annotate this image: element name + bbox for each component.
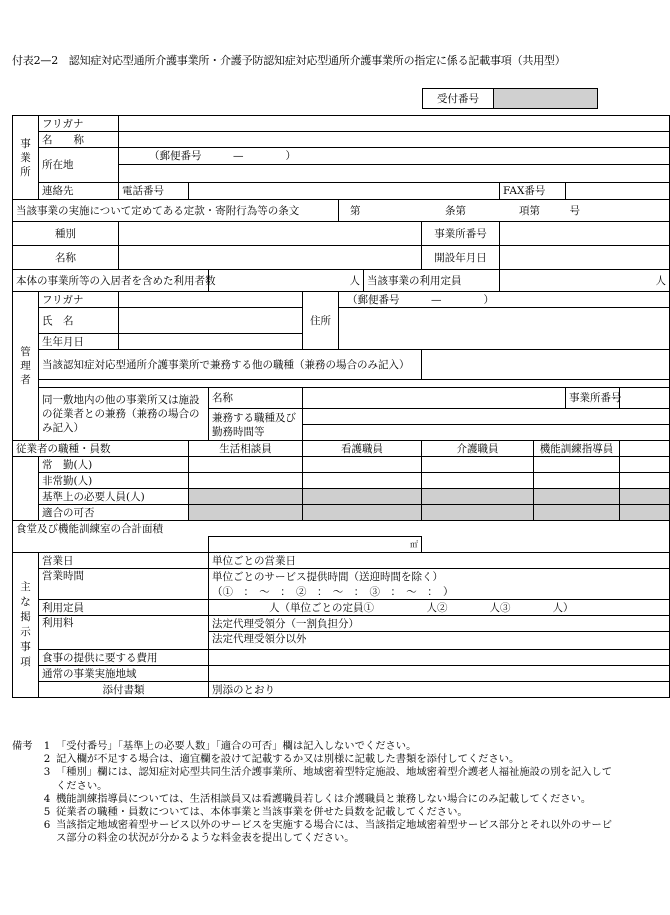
capacity-label: 当該事業の利用定員 bbox=[364, 270, 500, 292]
staff-side-blank bbox=[13, 457, 39, 521]
staff-cell-gray bbox=[303, 505, 422, 521]
site-office-no-label: 事業所番号 bbox=[566, 388, 620, 409]
staff-cell-gray bbox=[620, 489, 670, 505]
meal-fee-label: 食事の提供に要する費用 bbox=[39, 650, 209, 666]
site-name-label: 名称 bbox=[209, 388, 303, 409]
notes-heading: 備考 bbox=[12, 740, 33, 752]
business-hours-label: 営業時間 bbox=[39, 569, 209, 600]
jigyosho-fax-field[interactable] bbox=[566, 183, 670, 200]
kanrisha-name-label: 氏 名 bbox=[39, 308, 119, 334]
type-field[interactable] bbox=[119, 222, 422, 246]
kanrisha-address-field[interactable] bbox=[339, 308, 670, 350]
kanrisha-address-label: 住所 bbox=[303, 292, 339, 350]
same-site-label: 同一敷地内の他の事業所又は施設の従業者との兼務（兼務の場合のみ記入） bbox=[39, 388, 209, 441]
staff-col-2: 看護職員 bbox=[303, 441, 422, 457]
hours-unit-label: 単位ごとのサービス提供時間（送迎時間を除く） bbox=[209, 569, 670, 585]
reception-label: 受付番号 bbox=[423, 89, 494, 109]
staff-cell-gray bbox=[534, 489, 620, 505]
kanrisha-name-field[interactable] bbox=[119, 308, 303, 334]
staff-cell-gray bbox=[620, 505, 670, 521]
open-date-label: 開設年月日 bbox=[422, 246, 500, 270]
jigyosho-postal[interactable]: （郵便番号 — ） bbox=[119, 148, 670, 165]
staff-cell[interactable] bbox=[422, 457, 534, 473]
capacity-main-field[interactable]: 人（単位ごとの定員① 人② 人③ 人） bbox=[209, 600, 670, 616]
staff-cell-gray bbox=[189, 505, 303, 521]
service-area-field[interactable] bbox=[209, 666, 670, 682]
fee-2-field[interactable]: 法定代理受領分以外 bbox=[209, 632, 670, 650]
site-job-label: 兼務する職種及び勤務時間等 bbox=[209, 409, 303, 441]
staff-cell[interactable] bbox=[422, 473, 534, 489]
users-count-label: 本体の事業所等の入居者を含めた利用者数 bbox=[13, 270, 209, 292]
other-job-field[interactable] bbox=[422, 350, 670, 380]
open-date-field[interactable] bbox=[500, 246, 670, 270]
birth-field[interactable] bbox=[119, 334, 303, 350]
staff-row-compliance: 適合の可否 bbox=[39, 505, 189, 521]
jigyosho-furigana-label: フリガナ bbox=[39, 116, 119, 132]
honbu-name-field[interactable] bbox=[119, 246, 422, 270]
business-days-field[interactable]: 単位ごとの営業日 bbox=[209, 553, 670, 569]
note-item-6: 当該指定地域密着型サービス以外のサービスを実施する場合には、当該指定地域密着型サービス部分とそれ以外のサービス部分の料金の状況が分かるような料金表を提出してください。 bbox=[56, 819, 613, 845]
article-field[interactable]: 第 条第 項第 号 bbox=[339, 200, 670, 222]
honbu-office-no-field[interactable] bbox=[500, 222, 670, 246]
other-job-label: 当該認知症対応型通所介護事業所で兼務する他の職種（兼務の場合のみ記入） bbox=[39, 350, 422, 380]
fee-1-field[interactable]: 法定代理受領分（一割負担分） bbox=[209, 616, 670, 632]
type-label: 種別 bbox=[13, 222, 119, 246]
staff-header: 従業者の職種・員数 bbox=[13, 441, 189, 457]
capacity-field[interactable]: 人 bbox=[500, 270, 670, 292]
jigyosho-fax-label: FAX番号 bbox=[500, 183, 566, 200]
staff-cell-gray bbox=[422, 489, 534, 505]
service-area-label: 通常の事業実施地域 bbox=[39, 666, 209, 682]
staff-cell-gray bbox=[534, 505, 620, 521]
staff-cell[interactable] bbox=[303, 473, 422, 489]
jigyosho-furigana-field[interactable] bbox=[119, 116, 670, 132]
reception-number-field bbox=[494, 89, 598, 109]
meal-fee-field[interactable] bbox=[209, 650, 670, 666]
jigyosho-tel-field[interactable] bbox=[189, 183, 500, 200]
kanrisha-furigana-field[interactable] bbox=[119, 292, 303, 308]
staff-row-parttime: 非常勤(人) bbox=[39, 473, 189, 489]
staff-col-4: 機能訓練指導員 bbox=[534, 441, 620, 457]
form-title: 付表2—2 認知症対応型通所介護事業所・介護予防認知症対応型通所介護事業所の指定に係る記載事項（共用型） bbox=[12, 54, 566, 67]
kanrisha-furigana-label: フリガナ bbox=[39, 292, 119, 308]
attachment-field[interactable]: 別添のとおり bbox=[209, 682, 670, 698]
jigyosho-tel-label: 電話番号 bbox=[119, 183, 189, 200]
note-item-5: 従業者の職種・員数については、本体事業と当該事業を併せた員数を記載してください。 bbox=[56, 806, 468, 819]
site-office-no-field[interactable] bbox=[620, 388, 670, 409]
staff-col-blank bbox=[620, 441, 670, 457]
site-job-field-1[interactable] bbox=[303, 409, 670, 425]
staff-cell[interactable] bbox=[189, 457, 303, 473]
area-field[interactable]: ㎡ bbox=[209, 537, 422, 553]
staff-cell-gray bbox=[422, 505, 534, 521]
staff-cell-gray bbox=[303, 489, 422, 505]
kanrisha-side-label: 管 理 者 bbox=[13, 292, 39, 441]
staff-cell bbox=[620, 473, 670, 489]
business-days-label: 営業日 bbox=[39, 553, 209, 569]
hours-detail-field[interactable]: （① ： ～ ： ② ： ～ ： ③ ： ～ ： ） bbox=[209, 584, 670, 600]
staff-cell bbox=[620, 457, 670, 473]
staff-row-required: 基準上の必要人員(人) bbox=[39, 489, 189, 505]
main-items-side-label: 主 な 掲 示 事 項 bbox=[13, 553, 39, 698]
staff-cell[interactable] bbox=[303, 457, 422, 473]
staff-col-3: 介護職員 bbox=[422, 441, 534, 457]
birth-label: 生年月日 bbox=[39, 334, 119, 350]
fee-label: 利用料 bbox=[39, 616, 209, 650]
jigyosho-contact-label: 連絡先 bbox=[39, 183, 119, 200]
jigyosho-address-label: 所在地 bbox=[39, 148, 119, 183]
note-item-2: 記入欄が不足する場合は、適宜欄を設けて記載するか又は別様に記載した書類を添付してください。 bbox=[56, 753, 520, 766]
staff-row-fulltime: 常 勤(人) bbox=[39, 457, 189, 473]
honbu-name-label: 名称 bbox=[13, 246, 119, 270]
area-label: 食堂及び機能訓練室の合計面積 bbox=[13, 521, 670, 537]
site-job-field-2[interactable] bbox=[303, 425, 670, 441]
users-count-field[interactable]: 人 bbox=[209, 270, 364, 292]
staff-cell[interactable] bbox=[189, 473, 303, 489]
site-name-field[interactable] bbox=[303, 388, 566, 409]
staff-cell-gray bbox=[189, 489, 303, 505]
attachment-label: 添付書類 bbox=[39, 682, 209, 698]
note-item-4: 機能訓練指導員については、生活相談員又は看護職員若しくは介護職員と兼務しない場合にのみ記載してください。 bbox=[56, 792, 592, 805]
note-item-1: 「受付番号」「基準上の必要人数」「適合の可否」欄は記入しないでください。 bbox=[56, 740, 417, 752]
staff-cell[interactable] bbox=[534, 457, 620, 473]
jigyosho-address-field[interactable] bbox=[119, 165, 670, 183]
main-form-table bbox=[12, 115, 670, 698]
jigyosho-side-label: 事 業 所 bbox=[13, 116, 39, 200]
jigyosho-name-label: 名 称 bbox=[39, 132, 119, 148]
area-right-blank bbox=[422, 537, 670, 553]
note-item-3: 「種別」欄には、認知症対応型共同生活介護事業所、地域密着型特定施設、地域密着型介護老人福祉施設の別を記入してください。 bbox=[56, 766, 613, 792]
article-label: 当該事業の実施について定めてある定款・寄附行為等の条文 bbox=[13, 200, 339, 222]
reception-number-box bbox=[422, 88, 598, 109]
kanrisha-spacer bbox=[39, 380, 670, 388]
jigyosho-name-field[interactable] bbox=[119, 132, 670, 148]
area-blank bbox=[13, 537, 209, 553]
staff-col-1: 生活相談員 bbox=[189, 441, 303, 457]
honbu-office-no-label: 事業所番号 bbox=[422, 222, 500, 246]
staff-cell[interactable] bbox=[534, 473, 620, 489]
notes-section: 備考 1 「受付番号」「基準上の必要人数」「適合の可否」欄は記入しないでください。 2 記入欄が不足する場合は、適宜欄を設けて記載するか又は別様に記載した書類を添付してください。 3 「種別」欄には、認知症対応型共同生活介護事業所、地域密着型特定施設、地域密着型介護老人福祉施設の別を記入してください。 4 機能訓練指導員については、生活相談員又は看護職員若しくは介護職員と兼務しない場合にのみ記載してください。 5 従業者の職種・員数については、本体事業と当該事業を併せた員数を記載してください。 6 当該指定地域密着型サービス以外のサービスを実施する場合には、当該指定地域密着型サービス部分とそれ以外のサービス部分の料金の状況が分かるような料金表を提出してください。 bbox=[12, 740, 622, 846]
capacity-main-label: 利用定員 bbox=[39, 600, 209, 616]
kanrisha-postal[interactable]: （郵便番号 — ） bbox=[339, 292, 670, 308]
